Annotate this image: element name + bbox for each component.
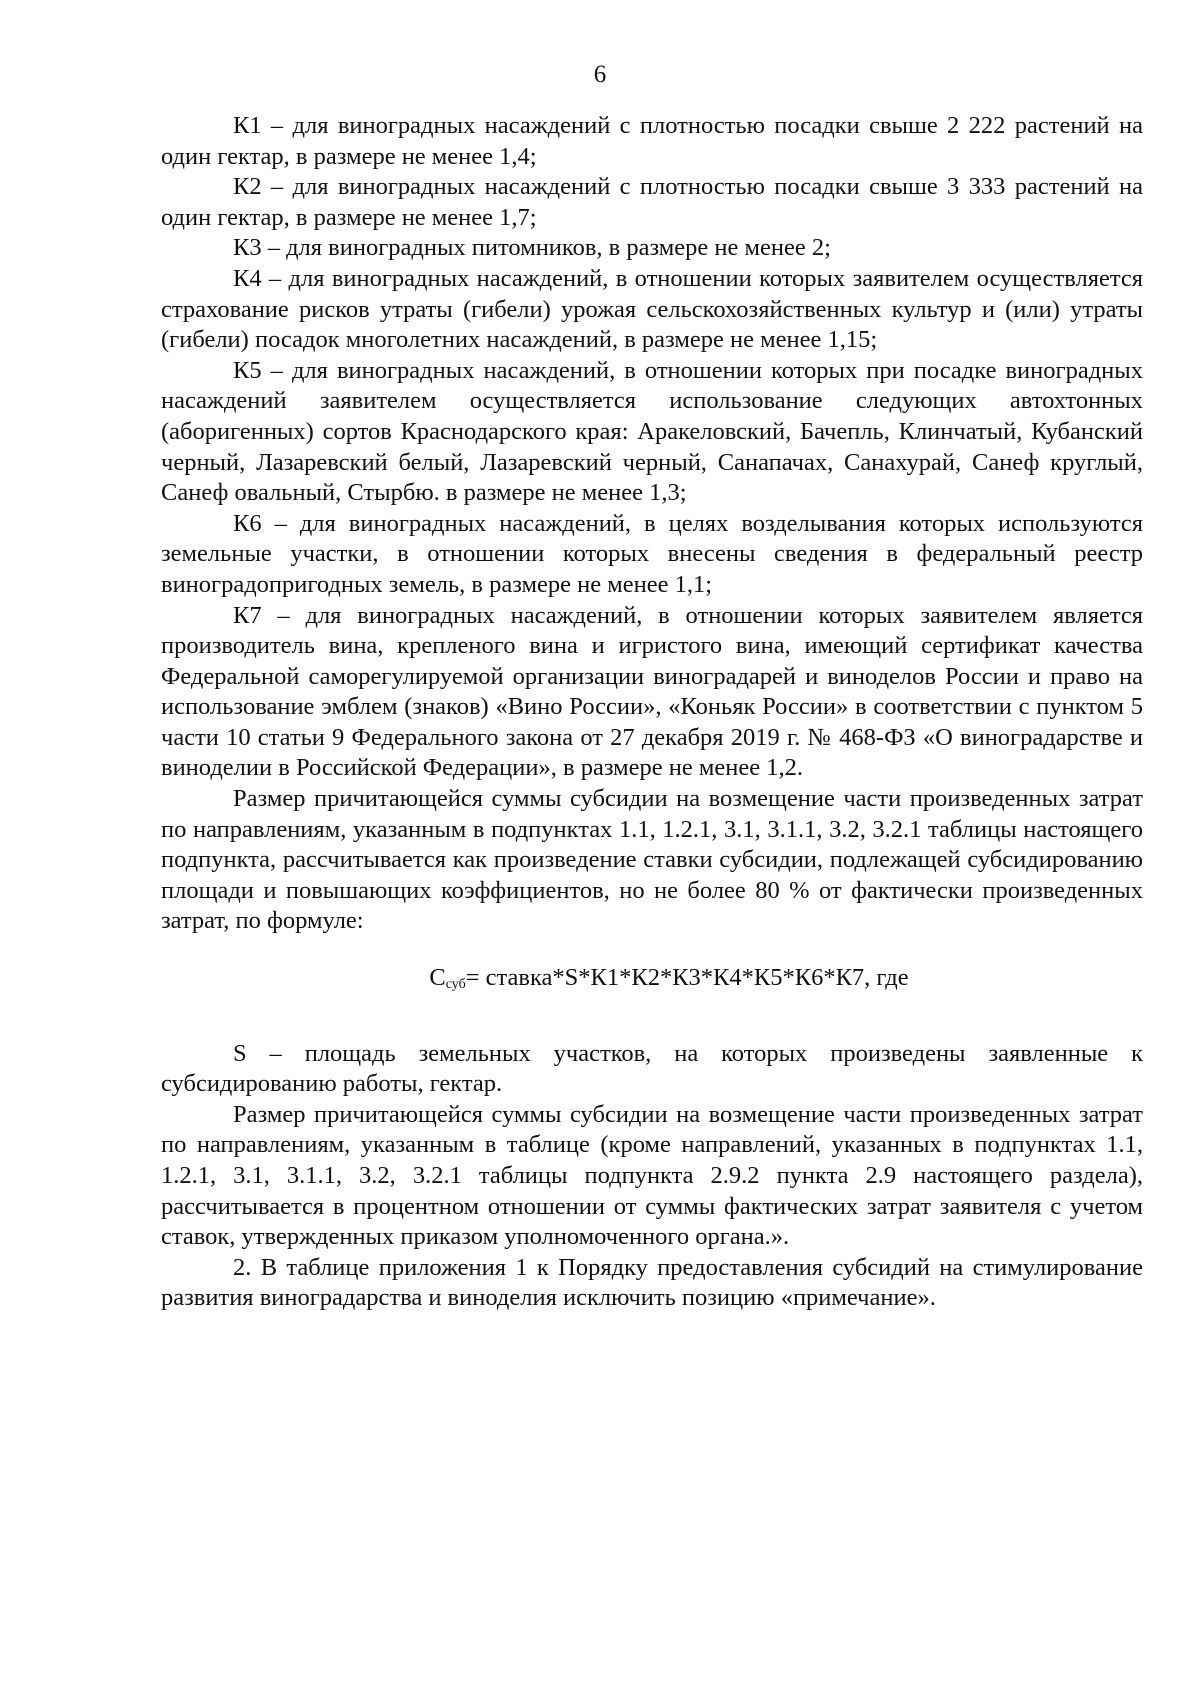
area-definition-paragraph: S – площадь земельных участков, на которых произведены заявленные к субсидированию работы, гектар. (161, 1039, 1143, 1098)
coefficient-k1-paragraph: К1 – для виноградных насаждений с плотностью посадки свыше 2 222 растений на один гектар, в размере не менее 1,4; (161, 112, 1143, 170)
coefficient-k5-paragraph: К5 – для виноградных насаждений, в отношении которых при посадке виноградных насаждений заявителем осуществляется использование следующих автохтонных (аборигенных) сортов Краснодарского края: Аракеловский, Бачепль, Клинчатый, Кубанский черный, Лазаревский белый, Лазаревский черный, Санапачах, Санахурай, Санеф круглый, Санеф овальный, Стырбю. в размере не менее 1,3; (161, 356, 1143, 507)
coefficient-k6-paragraph: К6 – для виноградных насаждений, в целях возделывания которых используются земельные участки, в отношении которых внесены сведения в федеральный реестр виноградопригодных земель, в размере не менее 1,1; (161, 509, 1143, 598)
subsidy-size-paragraph: Размер причитающейся суммы субсидии на возмещение части произведенных затрат по направлениям, указанным в подпунктах 1.1, 1.2.1, 3.1, 3.1.1, 3.2, 3.2.1 таблицы настоящего подпункта, рассчитывается как произведение ставки субсидии, подлежащей субсидированию площади и повышающих коэффициентов, но не более 80 % от фактически произведенных затрат, по формуле: (161, 785, 1143, 935)
coefficient-k7-paragraph: К7 – для виноградных насаждений, в отношении которых заявителем является производитель вина, крепленого вина и игристого вина, имеющий сертификат качества Федеральной саморегулируемой организации виноградарей и виноделов России и право на использование эмблем (знаков) «Вино России», «Коньяк России» в соответствии с пунктом 5 части 10 статьи 9 Федерального закона от 27 декабря 2019 г. № 468-ФЗ «О виноградарстве и виноделии в Российской Федерации», в размере не менее 1,2. (161, 601, 1143, 782)
coefficient-k4-paragraph: К4 – для виноградных насаждений, в отношении которых заявителем осуществляется страхование рисков утраты (гибели) урожая сельскохозяйственных культур и (или) утраты (гибели) посадок многолетних насаждений, в размере не менее 1,15; (161, 264, 1143, 354)
document-body (161, 111, 1143, 1314)
page-number: 6 (593, 61, 607, 88)
other-directions-paragraph: Размер причитающейся суммы субсидии на возмещение части произведенных затрат по направлениям, указанным в таблице (кроме направлений, указанных в подпунктах 1.1, 1.2.1, 3.1, 3.1.1, 3.2, 3.2.1 таблицы подпункта 2.9.2 пункта 2.9 настоящего раздела), рассчитывается в процентном отношении от суммы фактических затрат заявителя с учетом ставок, утвержденных приказом уполномоченного органа.». (161, 1100, 1143, 1251)
coefficient-k2-paragraph: К2 – для виноградных насаждений с плотностью посадки свыше 3 333 растений на один гектар, в размере не менее 1,7; (161, 173, 1143, 231)
subsidy-formula (161, 963, 1143, 1001)
formula-symbol: С (429, 964, 446, 992)
item-2-paragraph: 2. В таблице приложения 1 к Порядку предоставления субсидий на стимулирование развития виноградарства и виноделия исключить позицию «примечание». (161, 1253, 1143, 1312)
formula-subscript: суб (445, 977, 466, 993)
coefficient-k3-paragraph: К3 – для виноградных питомников, в размере не менее 2; (233, 234, 831, 262)
formula-expression: = ставка*S*К1*К2*К3*К4*К5*К6*К7, где (465, 964, 909, 992)
